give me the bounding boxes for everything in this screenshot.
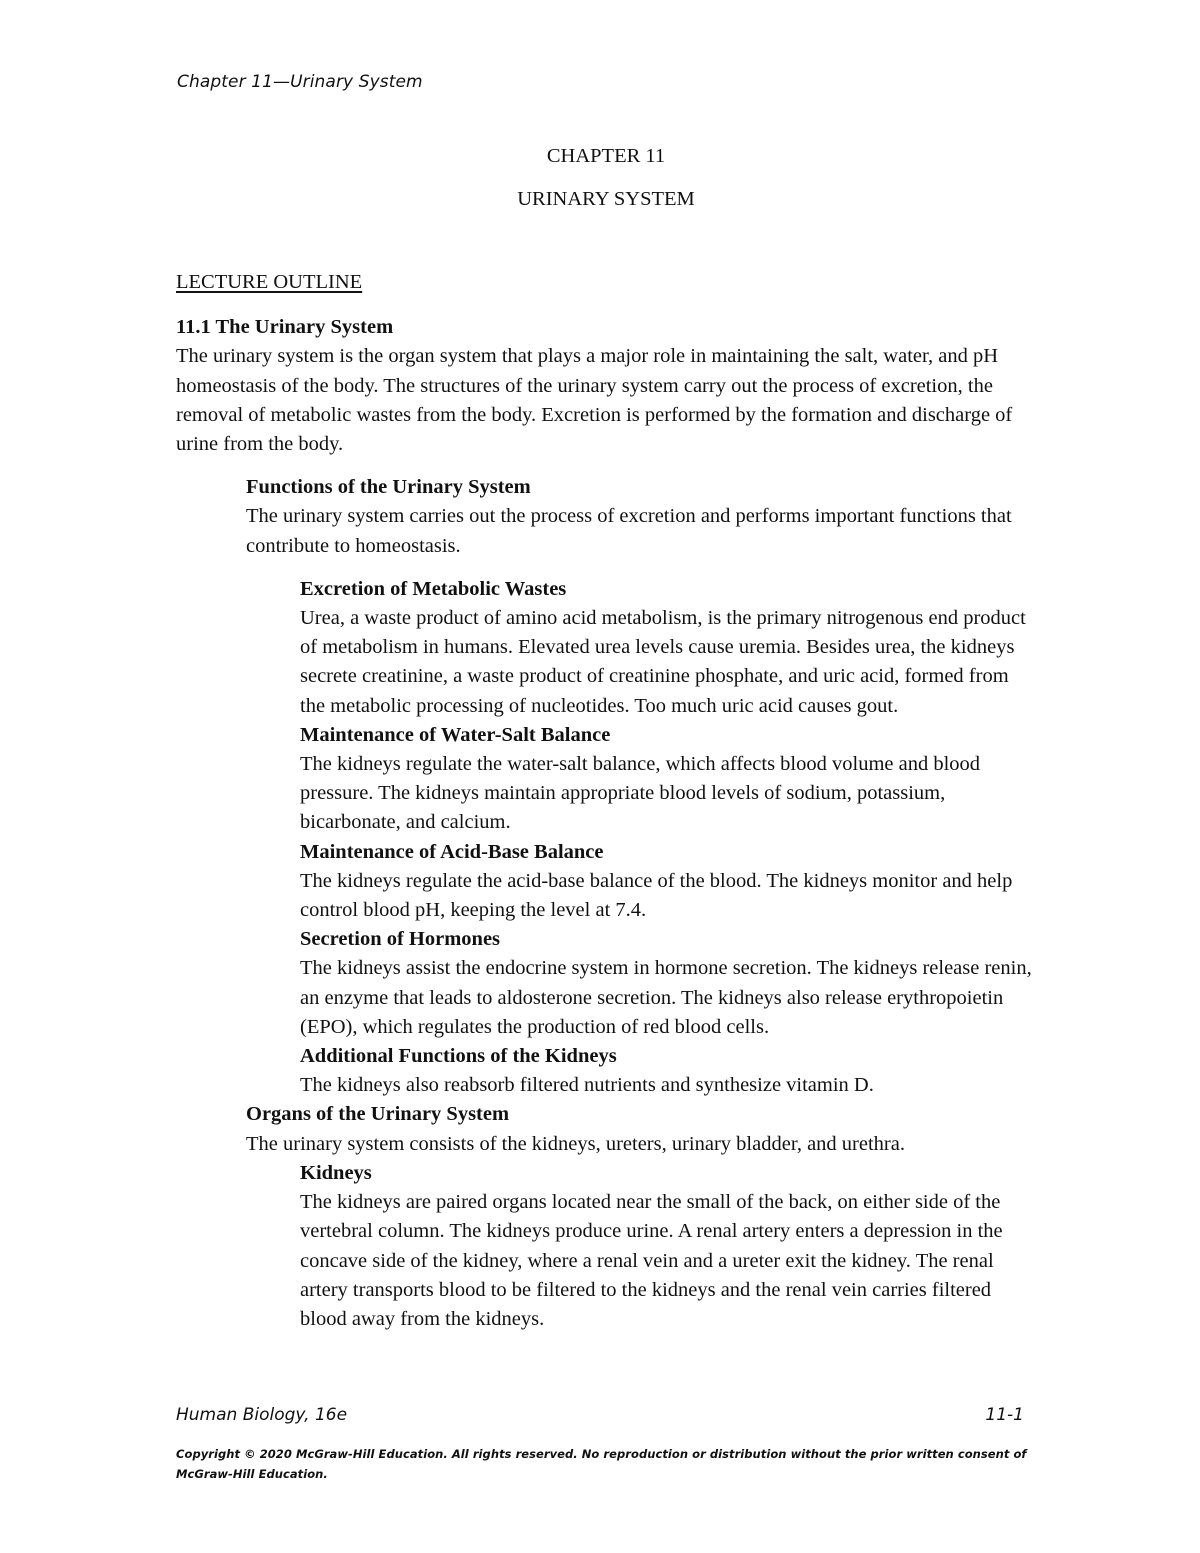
section-heading: 11.1 The Urinary System — [176, 316, 394, 339]
document-body — [176, 142, 1036, 1334]
footer-page-number: 11-1 — [985, 1405, 1024, 1425]
chapter-name: URINARY SYSTEM — [517, 188, 695, 210]
functions-heading: Functions of the Urinary System — [246, 476, 531, 499]
functions-list — [300, 575, 1036, 1101]
kidneys-heading: Kidneys — [300, 1161, 372, 1184]
organs-subsection — [246, 1100, 1036, 1158]
organs-heading: Organs of the Urinary System — [246, 1103, 510, 1126]
function-paragraph: Urea, a waste product of amino acid metabolism, is the primary nitrogenous end product of metabolism in humans. Elevated urea levels cause uremia. Besides urea, the kidneys secrete creatinine, a waste product of creatinine phosphate, and uric acid, formed from the metabolic processing of nucleotides. Too much uric acid causes gout. — [300, 607, 1026, 717]
function-heading: Excretion of Metabolic Wastes — [300, 577, 567, 600]
function-paragraph: The kidneys assist the endocrine system in hormone secretion. The kidneys release renin, an enzyme that leads to aldosterone secretion. The kidneys also release erythropoietin (EPO), which regulates the production of red blood cells. — [300, 957, 1032, 1038]
kidneys-subsection — [300, 1159, 1036, 1334]
section-paragraph: The urinary system is the organ system that plays a major role in maintaining the salt, water, and pH homeostasis of the body. The structures of the urinary system carry out the process of excretion, the removal of metabolic wastes from the body. Excretion is performed by the formation and discharge of urine from the body. — [176, 345, 1013, 456]
function-heading: Secretion of Hormones — [300, 928, 501, 951]
function-paragraph: The kidneys also reabsorb filtered nutrients and synthesize vitamin D. — [300, 1074, 874, 1097]
function-heading: Maintenance of Acid-Base Balance — [300, 840, 604, 863]
section-urinary-system — [176, 313, 1036, 459]
function-heading: Maintenance of Water-Salt Balance — [300, 723, 611, 746]
function-paragraph: The kidneys regulate the water-salt balance, which affects blood volume and blood pressure. The kidneys maintain appropriate blood levels of sodium, potassium, bicarbonate, and calcium. — [300, 753, 981, 834]
functions-subsection — [246, 473, 1036, 561]
running-header: Chapter 11—Urinary System — [177, 72, 423, 92]
lecture-outline-heading: LECTURE OUTLINE — [176, 271, 363, 293]
copyright-notice: Copyright © 2020 McGraw-Hill Education. All rights reserved. No reproduction or distribution without the prior written consent of McGraw-Hill Education. — [176, 1447, 1027, 1481]
function-paragraph: The kidneys regulate the acid-base balance of the blood. The kidneys monitor and help control blood pH, keeping the level at 7.4. — [300, 869, 1013, 922]
organs-paragraph: The urinary system consists of the kidneys, ureters, urinary bladder, and urethra. — [246, 1132, 905, 1155]
footer-book-title: Human Biology, 16e — [176, 1405, 348, 1425]
functions-paragraph: The urinary system carries out the process of excretion and performs important functions that contribute to homeostasis. — [246, 505, 1012, 557]
chapter-number: CHAPTER 11 — [546, 145, 666, 167]
function-heading: Additional Functions of the Kidneys — [300, 1045, 617, 1068]
kidneys-paragraph: The kidneys are paired organs located near the small of the back, on either side of the vertebral column. The kidneys produce urine. A renal artery enters a depression in the concave side of the kidney, where a renal vein and a ureter exit the kidney. The renal artery transports blood to be filtered to the kidneys and the renal vein carries filtered blood away from the kidneys. — [300, 1191, 1003, 1330]
